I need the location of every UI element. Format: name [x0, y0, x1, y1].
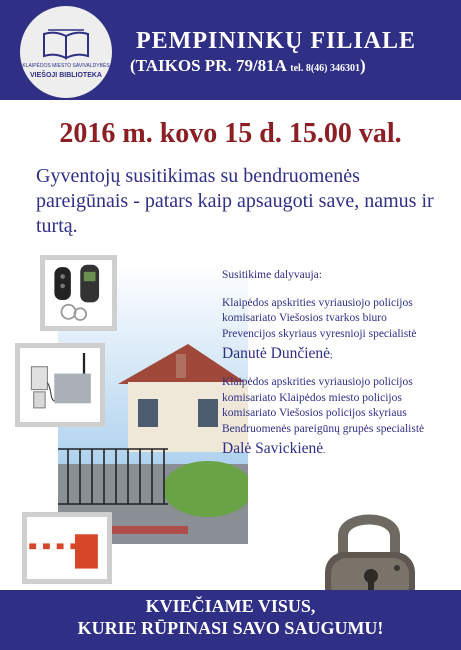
participant2-name: Dalė Savickienė — [222, 440, 324, 457]
participant1-line1: Klaipėdos apskrities vyriausiojo policijos — [222, 296, 413, 309]
alarm-device-icon — [20, 348, 100, 422]
participant1-name: Danutė Dunčienė — [222, 345, 331, 362]
footer-line2: KURIE RŪPINASI SAVO SAUGUMU! — [77, 618, 384, 638]
participant1-punct: ; — [330, 350, 333, 360]
branch-title: PEMPININKŲ FILIALE — [136, 28, 417, 54]
participant2-line4: Bendruomenės pareigūnų grupės specialistė — [222, 422, 425, 435]
branch-address-line — [130, 56, 450, 76]
branch-address: (TAIKOS PR. 79/81A — [130, 56, 287, 75]
participant2-line1: Klaipėdos apskrities vyriausiojo policijos — [222, 376, 413, 388]
footer-banner — [0, 590, 461, 650]
open-book-icon — [42, 28, 90, 60]
participant1-name-line — [222, 344, 454, 365]
event-subtitle: Gyventojų susitikimas su bendruomenės pareigūnais - patars kaip apsaugoti save, namus ir turtą. — [36, 165, 434, 237]
participant2-name-line — [222, 439, 454, 460]
address-close-paren: ) — [359, 56, 366, 75]
header-banner — [0, 0, 461, 100]
participant2-line3: komisariato Viešosios policijos skyriaus — [222, 407, 407, 419]
event-date: 2016 m. kovo 15 d. 15.00 val. — [59, 118, 402, 149]
branch-phone: tel. 8(46) 346301 — [290, 63, 360, 74]
participant1-line3: Prevencijos skyriaus vyresnioji specialistė — [222, 327, 417, 340]
participant2-line2: komisariato Klaipėdos miesto policijos — [222, 391, 402, 404]
alarm-control-unit-photo — [15, 343, 105, 427]
library-logo — [20, 6, 112, 98]
footer-line1: KVIEČIAME VISUS, — [145, 596, 316, 616]
participants-section — [222, 268, 454, 460]
participant2-punct: . — [323, 445, 326, 455]
car-remote-keys-photo — [40, 255, 117, 331]
barrier-gate-photo — [22, 512, 112, 584]
logo-text-line2: VIEŠOJI BIBLIOTEKA — [30, 72, 102, 79]
participants-label: Susitikime dalyvauja: — [222, 269, 322, 281]
participant1-line2: komisariato Viešosios tvarkos biuro — [222, 312, 387, 324]
barrier-arm-icon — [27, 517, 107, 579]
car-remote-icon — [45, 260, 112, 326]
spacer — [222, 365, 454, 375]
logo-text-line1: KLAIPĖDOS MIESTO SAVIVALDYBĖS — [22, 63, 110, 69]
